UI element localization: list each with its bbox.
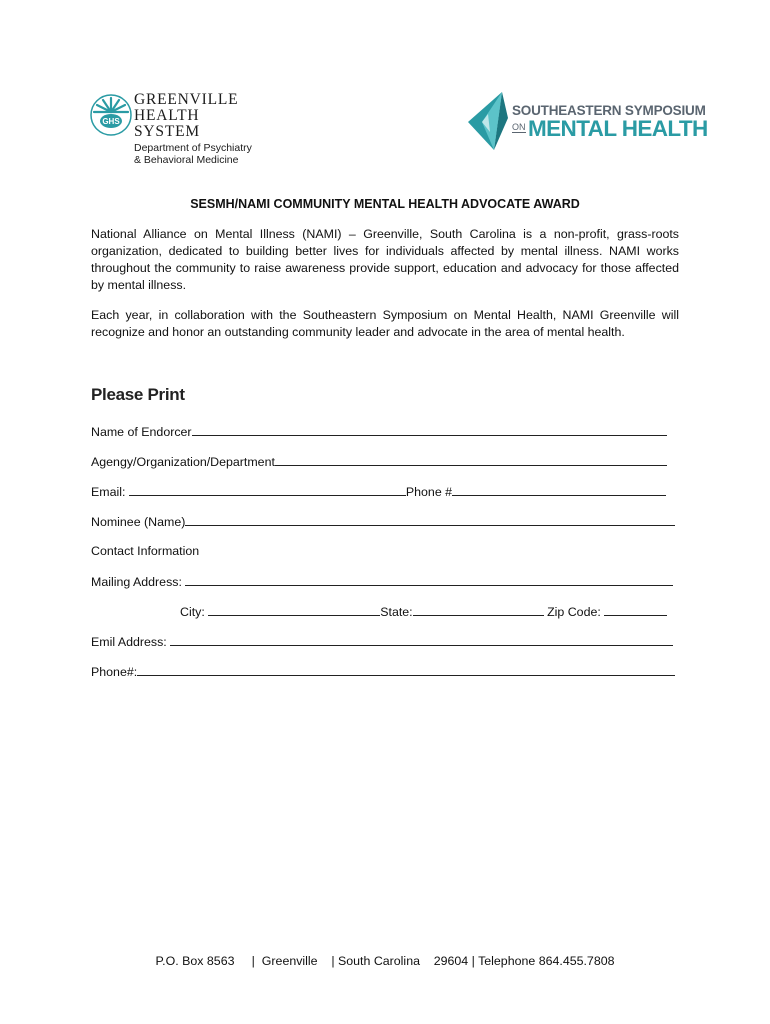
award-paragraph: Each year, in collaboration with the Southeastern Symposium on Mental Health, NAMI Greenville will recognize and honor an outstanding community leader and advocate in the area of mental health. [91, 308, 679, 339]
agency-label: Agengy/Organization/Department [91, 455, 275, 469]
nominee-field [91, 514, 675, 529]
agency-line[interactable] [275, 454, 667, 466]
ghs-emblem-initials: GHS [102, 117, 120, 126]
email-phone-row [91, 484, 666, 499]
ghs-dept-line1: Department of Psychiatry [134, 142, 252, 154]
sesmh-line1: SOUTHEASTERN SYMPOSIUM [512, 103, 706, 118]
ghs-logo [90, 91, 260, 166]
email-line[interactable] [129, 484, 406, 496]
city-line[interactable] [208, 604, 380, 616]
ghs-dept-line2: & Behavioral Medicine [134, 154, 239, 166]
document-title: SESMH/NAMI COMMUNITY MENTAL HEALTH ADVOCATE AWARD [190, 197, 580, 211]
mailing-line[interactable] [185, 574, 673, 586]
footer-address: P.O. Box 8563 | Greenville | South Carolina 29604 | Telephone 864.455.7808 [155, 954, 615, 968]
zip-line[interactable] [604, 604, 667, 616]
endorser-line[interactable] [192, 424, 667, 436]
state-label: State: [380, 605, 413, 619]
endorser-field [91, 424, 667, 439]
ghs-name-line2: HEALTH SYSTEM [134, 107, 200, 140]
endorser-label: Name of Endorcer [91, 425, 192, 439]
ghs-emblem-icon [90, 94, 132, 136]
phone-hash-line[interactable] [452, 484, 666, 496]
sesmh-logo [468, 92, 708, 150]
nominee-label: Nominee (Name) [91, 515, 186, 529]
nominee-line[interactable] [185, 514, 675, 526]
contact-info-label: Contact Information [91, 544, 200, 558]
sesmh-line2: MENTAL HEALTH [528, 116, 708, 141]
emil-field [91, 634, 673, 649]
intro-paragraph: National Alliance on Mental Illness (NAMI) – Greenville, South Carolina is a non-profit, grass-roots organization, dedicated to building better lives for individuals affected by mental illness. NAMI works throughout the community to raise awareness provide support, education and advocacy for those affected by mental illness. [91, 227, 679, 292]
mailing-label: Mailing Address: [91, 575, 182, 589]
sesmh-triangle-icon [468, 92, 508, 150]
phone-label: Phone#: [91, 665, 138, 679]
phone-hash-label: Phone # [405, 485, 453, 499]
agency-field [91, 454, 667, 469]
phone-line[interactable] [137, 664, 675, 676]
section-heading: Please Print [91, 385, 185, 404]
emil-line[interactable] [170, 634, 673, 646]
state-line[interactable] [413, 604, 544, 616]
phone-field [91, 664, 675, 679]
city-state-zip-row [180, 604, 667, 619]
ghs-name-line1: GREENVILLE [134, 91, 239, 108]
emil-label: Emil Address: [91, 635, 167, 649]
email-label: Email: [91, 485, 126, 499]
zip-label: Zip Code: [547, 605, 601, 619]
mailing-field [91, 574, 673, 589]
sesmh-on: ON [512, 122, 526, 132]
city-label: City: [180, 605, 205, 619]
